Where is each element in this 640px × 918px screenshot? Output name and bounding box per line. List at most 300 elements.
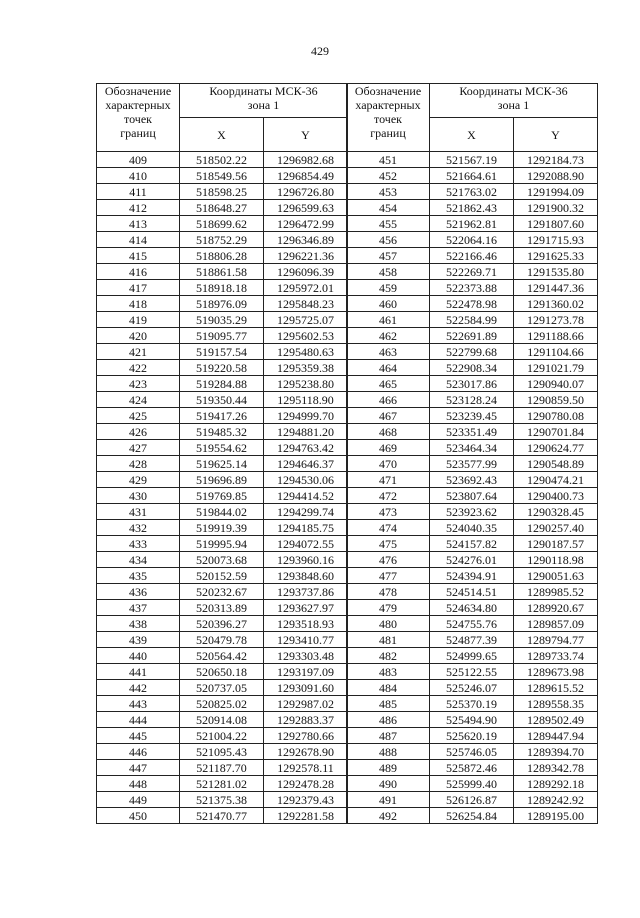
x-coordinate-cell: 518806.28 bbox=[180, 248, 264, 264]
x-coordinate-cell: 523239.45 bbox=[430, 408, 514, 424]
x-coordinate-cell: 522799.68 bbox=[430, 344, 514, 360]
y-coordinate-cell: 1291360.02 bbox=[514, 296, 598, 312]
y-coordinate-cell: 1294530.06 bbox=[264, 472, 348, 488]
y-coordinate-cell: 1291625.33 bbox=[514, 248, 598, 264]
y-header: Y bbox=[514, 118, 598, 152]
x-coordinate-cell: 521763.02 bbox=[430, 184, 514, 200]
x-coordinate-cell: 520232.67 bbox=[180, 584, 264, 600]
table-row bbox=[347, 376, 598, 392]
x-coordinate-cell: 522908.34 bbox=[430, 360, 514, 376]
table-row bbox=[347, 712, 598, 728]
table-row bbox=[347, 360, 598, 376]
point-id-cell: 450 bbox=[97, 808, 180, 824]
x-header: X bbox=[430, 118, 514, 152]
point-id-cell: 430 bbox=[97, 488, 180, 504]
point-id-cell: 423 bbox=[97, 376, 180, 392]
table-row bbox=[97, 312, 348, 328]
point-id-cell: 418 bbox=[97, 296, 180, 312]
point-id-cell: 419 bbox=[97, 312, 180, 328]
table-row bbox=[97, 616, 348, 632]
table-row bbox=[97, 664, 348, 680]
x-coordinate-cell: 525620.19 bbox=[430, 728, 514, 744]
x-coordinate-cell: 519625.14 bbox=[180, 456, 264, 472]
y-coordinate-cell: 1292184.73 bbox=[514, 152, 598, 168]
x-coordinate-cell: 523692.43 bbox=[430, 472, 514, 488]
point-id-cell: 475 bbox=[347, 536, 430, 552]
point-id-cell: 492 bbox=[347, 808, 430, 824]
y-coordinate-cell: 1295602.53 bbox=[264, 328, 348, 344]
table-row bbox=[347, 632, 598, 648]
y-coordinate-cell: 1296982.68 bbox=[264, 152, 348, 168]
table-row bbox=[347, 312, 598, 328]
table-row bbox=[347, 696, 598, 712]
point-id-cell: 438 bbox=[97, 616, 180, 632]
table-row bbox=[347, 216, 598, 232]
coordinates-header: Координаты МСК-36 зона 1 bbox=[180, 84, 348, 118]
y-coordinate-cell: 1291535.80 bbox=[514, 264, 598, 280]
x-coordinate-cell: 518861.58 bbox=[180, 264, 264, 280]
table-row bbox=[347, 408, 598, 424]
y-coordinate-cell: 1289733.74 bbox=[514, 648, 598, 664]
point-id-cell: 468 bbox=[347, 424, 430, 440]
y-coordinate-cell: 1290701.84 bbox=[514, 424, 598, 440]
point-id-cell: 485 bbox=[347, 696, 430, 712]
left-table-body bbox=[97, 152, 348, 824]
y-coordinate-cell: 1295848.23 bbox=[264, 296, 348, 312]
table-row bbox=[347, 328, 598, 344]
point-id-cell: 465 bbox=[347, 376, 430, 392]
y-header: Y bbox=[264, 118, 348, 152]
point-id-cell: 451 bbox=[347, 152, 430, 168]
x-coordinate-cell: 521862.43 bbox=[430, 200, 514, 216]
point-id-cell: 461 bbox=[347, 312, 430, 328]
point-id-cell: 441 bbox=[97, 664, 180, 680]
point-id-cell: 478 bbox=[347, 584, 430, 600]
y-coordinate-cell: 1289394.70 bbox=[514, 744, 598, 760]
y-coordinate-cell: 1296346.89 bbox=[264, 232, 348, 248]
table-row bbox=[347, 440, 598, 456]
point-id-cell: 491 bbox=[347, 792, 430, 808]
table-row bbox=[347, 232, 598, 248]
point-id-cell: 482 bbox=[347, 648, 430, 664]
point-id-cell: 462 bbox=[347, 328, 430, 344]
y-coordinate-cell: 1290859.50 bbox=[514, 392, 598, 408]
y-coordinate-cell: 1293627.97 bbox=[264, 600, 348, 616]
table-row bbox=[347, 568, 598, 584]
table-row bbox=[347, 792, 598, 808]
table-row bbox=[347, 344, 598, 360]
x-coordinate-cell: 519220.58 bbox=[180, 360, 264, 376]
y-coordinate-cell: 1295725.07 bbox=[264, 312, 348, 328]
point-id-cell: 415 bbox=[97, 248, 180, 264]
x-coordinate-cell: 521004.22 bbox=[180, 728, 264, 744]
point-id-cell: 477 bbox=[347, 568, 430, 584]
y-coordinate-cell: 1291994.09 bbox=[514, 184, 598, 200]
point-id-cell: 414 bbox=[97, 232, 180, 248]
x-coordinate-cell: 519844.02 bbox=[180, 504, 264, 520]
y-coordinate-cell: 1293410.77 bbox=[264, 632, 348, 648]
y-coordinate-cell: 1290328.45 bbox=[514, 504, 598, 520]
y-coordinate-cell: 1295359.38 bbox=[264, 360, 348, 376]
table-row bbox=[347, 424, 598, 440]
point-label-header: Обозначение характерных точек границ bbox=[347, 84, 430, 152]
point-id-cell: 433 bbox=[97, 536, 180, 552]
table-row bbox=[97, 200, 348, 216]
x-coordinate-cell: 519350.44 bbox=[180, 392, 264, 408]
x-coordinate-cell: 518598.25 bbox=[180, 184, 264, 200]
table-row bbox=[347, 600, 598, 616]
x-coordinate-cell: 525494.90 bbox=[430, 712, 514, 728]
point-id-cell: 448 bbox=[97, 776, 180, 792]
table-row bbox=[97, 152, 348, 168]
x-coordinate-cell: 518502.22 bbox=[180, 152, 264, 168]
point-id-cell: 429 bbox=[97, 472, 180, 488]
point-id-cell: 479 bbox=[347, 600, 430, 616]
table-row bbox=[347, 392, 598, 408]
y-coordinate-cell: 1290400.73 bbox=[514, 488, 598, 504]
y-coordinate-cell: 1289985.52 bbox=[514, 584, 598, 600]
y-coordinate-cell: 1289292.18 bbox=[514, 776, 598, 792]
point-id-cell: 454 bbox=[347, 200, 430, 216]
y-coordinate-cell: 1291273.78 bbox=[514, 312, 598, 328]
y-coordinate-cell: 1294999.70 bbox=[264, 408, 348, 424]
point-id-cell: 420 bbox=[97, 328, 180, 344]
point-id-cell: 464 bbox=[347, 360, 430, 376]
y-coordinate-cell: 1293848.60 bbox=[264, 568, 348, 584]
table-row bbox=[347, 680, 598, 696]
y-coordinate-cell: 1290624.77 bbox=[514, 440, 598, 456]
x-coordinate-cell: 519554.62 bbox=[180, 440, 264, 456]
table-row bbox=[97, 216, 348, 232]
table-row bbox=[97, 264, 348, 280]
table-row bbox=[97, 504, 348, 520]
y-coordinate-cell: 1296854.49 bbox=[264, 168, 348, 184]
table-row bbox=[97, 520, 348, 536]
x-coordinate-cell: 522269.71 bbox=[430, 264, 514, 280]
y-coordinate-cell: 1296726.80 bbox=[264, 184, 348, 200]
table-row bbox=[97, 600, 348, 616]
x-coordinate-cell: 523923.62 bbox=[430, 504, 514, 520]
point-id-cell: 471 bbox=[347, 472, 430, 488]
x-coordinate-cell: 524877.39 bbox=[430, 632, 514, 648]
table-row bbox=[347, 488, 598, 504]
y-coordinate-cell: 1296096.39 bbox=[264, 264, 348, 280]
point-id-cell: 446 bbox=[97, 744, 180, 760]
table-row bbox=[347, 584, 598, 600]
table-row bbox=[97, 744, 348, 760]
table-row bbox=[97, 360, 348, 376]
point-id-cell: 416 bbox=[97, 264, 180, 280]
point-id-cell: 484 bbox=[347, 680, 430, 696]
table-row bbox=[97, 456, 348, 472]
table-row bbox=[97, 408, 348, 424]
point-id-cell: 422 bbox=[97, 360, 180, 376]
table-row bbox=[97, 680, 348, 696]
table-row bbox=[97, 296, 348, 312]
y-coordinate-cell: 1293091.60 bbox=[264, 680, 348, 696]
point-id-cell: 470 bbox=[347, 456, 430, 472]
x-coordinate-cell: 521567.19 bbox=[430, 152, 514, 168]
point-id-cell: 474 bbox=[347, 520, 430, 536]
y-coordinate-cell: 1292780.66 bbox=[264, 728, 348, 744]
y-coordinate-cell: 1293960.16 bbox=[264, 552, 348, 568]
y-coordinate-cell: 1291807.60 bbox=[514, 216, 598, 232]
y-coordinate-cell: 1289195.00 bbox=[514, 808, 598, 824]
table-row bbox=[97, 184, 348, 200]
point-id-cell: 466 bbox=[347, 392, 430, 408]
table-row bbox=[97, 728, 348, 744]
x-coordinate-cell: 518752.29 bbox=[180, 232, 264, 248]
table-row bbox=[347, 552, 598, 568]
point-id-cell: 458 bbox=[347, 264, 430, 280]
point-id-cell: 442 bbox=[97, 680, 180, 696]
x-coordinate-cell: 519417.26 bbox=[180, 408, 264, 424]
point-id-cell: 460 bbox=[347, 296, 430, 312]
y-coordinate-cell: 1292379.43 bbox=[264, 792, 348, 808]
x-coordinate-cell: 524514.51 bbox=[430, 584, 514, 600]
point-id-cell: 463 bbox=[347, 344, 430, 360]
x-coordinate-cell: 521095.43 bbox=[180, 744, 264, 760]
y-coordinate-cell: 1290548.89 bbox=[514, 456, 598, 472]
point-id-cell: 431 bbox=[97, 504, 180, 520]
table-row bbox=[97, 440, 348, 456]
x-coordinate-cell: 522373.88 bbox=[430, 280, 514, 296]
x-coordinate-cell: 522064.16 bbox=[430, 232, 514, 248]
point-id-cell: 427 bbox=[97, 440, 180, 456]
table-row bbox=[347, 536, 598, 552]
x-coordinate-cell: 525246.07 bbox=[430, 680, 514, 696]
point-id-cell: 409 bbox=[97, 152, 180, 168]
x-coordinate-cell: 525872.46 bbox=[430, 760, 514, 776]
x-coordinate-cell: 526254.84 bbox=[430, 808, 514, 824]
point-id-cell: 411 bbox=[97, 184, 180, 200]
point-id-cell: 452 bbox=[347, 168, 430, 184]
table-row bbox=[347, 456, 598, 472]
y-coordinate-cell: 1293737.86 bbox=[264, 584, 348, 600]
x-coordinate-cell: 522691.89 bbox=[430, 328, 514, 344]
x-coordinate-cell: 525370.19 bbox=[430, 696, 514, 712]
y-coordinate-cell: 1291021.79 bbox=[514, 360, 598, 376]
x-coordinate-cell: 518918.18 bbox=[180, 280, 264, 296]
x-coordinate-cell: 518976.09 bbox=[180, 296, 264, 312]
x-coordinate-cell: 526126.87 bbox=[430, 792, 514, 808]
table-row bbox=[97, 536, 348, 552]
y-coordinate-cell: 1293197.09 bbox=[264, 664, 348, 680]
point-id-cell: 456 bbox=[347, 232, 430, 248]
y-coordinate-cell: 1289447.94 bbox=[514, 728, 598, 744]
x-coordinate-cell: 519284.88 bbox=[180, 376, 264, 392]
y-coordinate-cell: 1292578.11 bbox=[264, 760, 348, 776]
y-coordinate-cell: 1289342.78 bbox=[514, 760, 598, 776]
point-id-cell: 447 bbox=[97, 760, 180, 776]
point-id-cell: 432 bbox=[97, 520, 180, 536]
table-row bbox=[97, 808, 348, 824]
x-coordinate-cell: 524276.01 bbox=[430, 552, 514, 568]
y-coordinate-cell: 1290257.40 bbox=[514, 520, 598, 536]
x-coordinate-cell: 524157.82 bbox=[430, 536, 514, 552]
table-row bbox=[97, 328, 348, 344]
point-id-cell: 473 bbox=[347, 504, 430, 520]
x-coordinate-cell: 522478.98 bbox=[430, 296, 514, 312]
table-row bbox=[347, 200, 598, 216]
point-id-cell: 435 bbox=[97, 568, 180, 584]
x-coordinate-cell: 523807.64 bbox=[430, 488, 514, 504]
x-coordinate-cell: 518549.56 bbox=[180, 168, 264, 184]
table-row bbox=[347, 728, 598, 744]
table-row bbox=[347, 280, 598, 296]
x-coordinate-cell: 520396.27 bbox=[180, 616, 264, 632]
table-row bbox=[347, 776, 598, 792]
table-row bbox=[347, 648, 598, 664]
point-id-cell: 412 bbox=[97, 200, 180, 216]
table-row bbox=[347, 152, 598, 168]
x-coordinate-cell: 519035.29 bbox=[180, 312, 264, 328]
point-id-cell: 440 bbox=[97, 648, 180, 664]
table-row bbox=[347, 808, 598, 824]
point-id-cell: 426 bbox=[97, 424, 180, 440]
x-coordinate-cell: 520914.08 bbox=[180, 712, 264, 728]
y-coordinate-cell: 1294185.75 bbox=[264, 520, 348, 536]
point-id-cell: 413 bbox=[97, 216, 180, 232]
table-row bbox=[97, 552, 348, 568]
x-coordinate-cell: 518648.27 bbox=[180, 200, 264, 216]
y-coordinate-cell: 1290051.63 bbox=[514, 568, 598, 584]
x-coordinate-cell: 520479.78 bbox=[180, 632, 264, 648]
table-row bbox=[97, 712, 348, 728]
y-coordinate-cell: 1289920.67 bbox=[514, 600, 598, 616]
point-id-cell: 483 bbox=[347, 664, 430, 680]
y-coordinate-cell: 1293303.48 bbox=[264, 648, 348, 664]
x-coordinate-cell: 519919.39 bbox=[180, 520, 264, 536]
x-coordinate-cell: 525122.55 bbox=[430, 664, 514, 680]
table-row bbox=[97, 584, 348, 600]
table-row bbox=[97, 648, 348, 664]
point-id-cell: 424 bbox=[97, 392, 180, 408]
x-coordinate-cell: 523128.24 bbox=[430, 392, 514, 408]
x-coordinate-cell: 525999.40 bbox=[430, 776, 514, 792]
y-coordinate-cell: 1291900.32 bbox=[514, 200, 598, 216]
table-row bbox=[97, 280, 348, 296]
y-coordinate-cell: 1292678.90 bbox=[264, 744, 348, 760]
y-coordinate-cell: 1291188.66 bbox=[514, 328, 598, 344]
table-row bbox=[97, 392, 348, 408]
table-row bbox=[347, 504, 598, 520]
y-coordinate-cell: 1291104.66 bbox=[514, 344, 598, 360]
point-id-cell: 436 bbox=[97, 584, 180, 600]
table-row bbox=[97, 424, 348, 440]
x-coordinate-cell: 521470.77 bbox=[180, 808, 264, 824]
y-coordinate-cell: 1290118.98 bbox=[514, 552, 598, 568]
x-coordinate-cell: 519095.77 bbox=[180, 328, 264, 344]
y-coordinate-cell: 1289242.92 bbox=[514, 792, 598, 808]
x-coordinate-cell: 521962.81 bbox=[430, 216, 514, 232]
point-id-cell: 486 bbox=[347, 712, 430, 728]
y-coordinate-cell: 1292987.02 bbox=[264, 696, 348, 712]
point-id-cell: 428 bbox=[97, 456, 180, 472]
point-id-cell: 472 bbox=[347, 488, 430, 504]
y-coordinate-cell: 1292883.37 bbox=[264, 712, 348, 728]
table-row bbox=[97, 760, 348, 776]
point-id-cell: 490 bbox=[347, 776, 430, 792]
x-header: X bbox=[180, 118, 264, 152]
x-coordinate-cell: 523351.49 bbox=[430, 424, 514, 440]
coordinates-table-right bbox=[346, 83, 598, 824]
table-row bbox=[97, 568, 348, 584]
y-coordinate-cell: 1295118.90 bbox=[264, 392, 348, 408]
table-row bbox=[97, 488, 348, 504]
x-coordinate-cell: 525746.05 bbox=[430, 744, 514, 760]
x-coordinate-cell: 524999.65 bbox=[430, 648, 514, 664]
x-coordinate-cell: 524040.35 bbox=[430, 520, 514, 536]
x-coordinate-cell: 523577.99 bbox=[430, 456, 514, 472]
point-id-cell: 445 bbox=[97, 728, 180, 744]
y-coordinate-cell: 1292088.90 bbox=[514, 168, 598, 184]
x-coordinate-cell: 520564.42 bbox=[180, 648, 264, 664]
table-row bbox=[347, 264, 598, 280]
table-row bbox=[97, 696, 348, 712]
y-coordinate-cell: 1294763.42 bbox=[264, 440, 348, 456]
x-coordinate-cell: 520152.59 bbox=[180, 568, 264, 584]
point-id-cell: 459 bbox=[347, 280, 430, 296]
table-row bbox=[347, 744, 598, 760]
x-coordinate-cell: 520650.18 bbox=[180, 664, 264, 680]
coordinates-table-left bbox=[96, 83, 348, 824]
x-coordinate-cell: 518699.62 bbox=[180, 216, 264, 232]
y-coordinate-cell: 1292478.28 bbox=[264, 776, 348, 792]
x-coordinate-cell: 520313.89 bbox=[180, 600, 264, 616]
x-coordinate-cell: 519769.85 bbox=[180, 488, 264, 504]
point-id-cell: 469 bbox=[347, 440, 430, 456]
y-coordinate-cell: 1293518.93 bbox=[264, 616, 348, 632]
point-id-cell: 444 bbox=[97, 712, 180, 728]
point-id-cell: 476 bbox=[347, 552, 430, 568]
table-row bbox=[347, 296, 598, 312]
table-row bbox=[97, 232, 348, 248]
coordinates-header: Координаты МСК-36 зона 1 bbox=[430, 84, 598, 118]
right-table-body bbox=[347, 152, 598, 824]
point-id-cell: 425 bbox=[97, 408, 180, 424]
point-id-cell: 488 bbox=[347, 744, 430, 760]
page-number: 429 bbox=[311, 44, 329, 58]
table-row bbox=[347, 168, 598, 184]
point-id-cell: 434 bbox=[97, 552, 180, 568]
y-coordinate-cell: 1291447.36 bbox=[514, 280, 598, 296]
x-coordinate-cell: 519995.94 bbox=[180, 536, 264, 552]
point-id-cell: 449 bbox=[97, 792, 180, 808]
table-row bbox=[97, 376, 348, 392]
y-coordinate-cell: 1290187.57 bbox=[514, 536, 598, 552]
y-coordinate-cell: 1289794.77 bbox=[514, 632, 598, 648]
table-row bbox=[97, 168, 348, 184]
table-row bbox=[97, 792, 348, 808]
table-row bbox=[347, 760, 598, 776]
y-coordinate-cell: 1294646.37 bbox=[264, 456, 348, 472]
table-row bbox=[97, 344, 348, 360]
table-row bbox=[347, 664, 598, 680]
x-coordinate-cell: 520073.68 bbox=[180, 552, 264, 568]
y-coordinate-cell: 1295238.80 bbox=[264, 376, 348, 392]
y-coordinate-cell: 1289558.35 bbox=[514, 696, 598, 712]
point-id-cell: 457 bbox=[347, 248, 430, 264]
y-coordinate-cell: 1296221.36 bbox=[264, 248, 348, 264]
point-id-cell: 481 bbox=[347, 632, 430, 648]
y-coordinate-cell: 1290474.21 bbox=[514, 472, 598, 488]
y-coordinate-cell: 1290940.07 bbox=[514, 376, 598, 392]
point-id-cell: 437 bbox=[97, 600, 180, 616]
table-row bbox=[347, 184, 598, 200]
point-label-header: Обозначение характерных точек границ bbox=[97, 84, 180, 152]
table-row bbox=[97, 632, 348, 648]
